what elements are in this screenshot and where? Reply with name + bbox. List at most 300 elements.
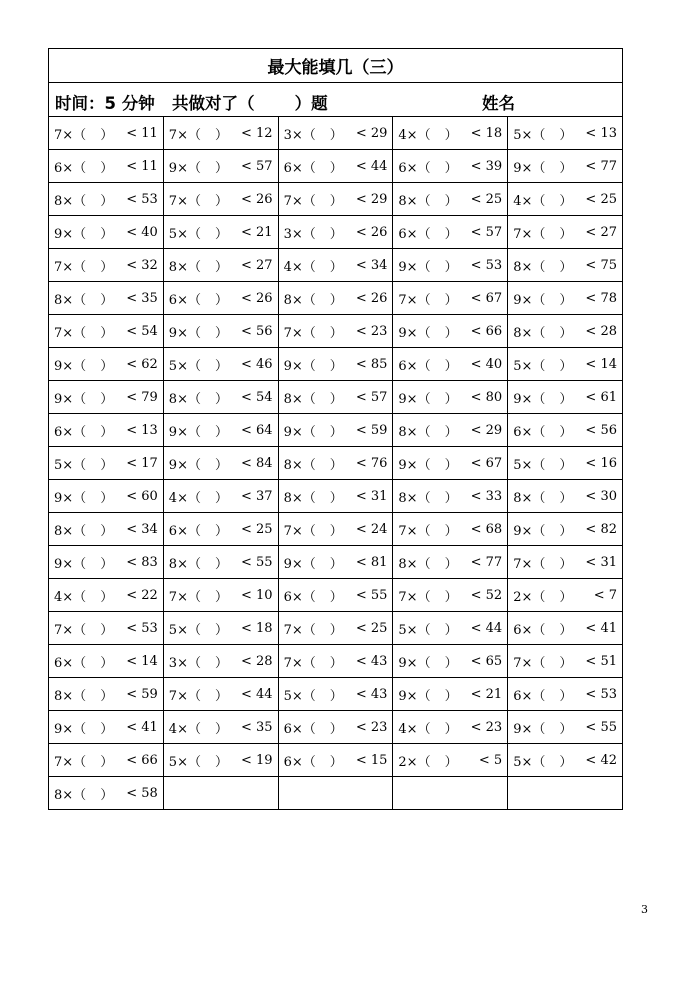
upper-bound: < 79: [126, 389, 158, 405]
question-cell: [163, 579, 278, 612]
upper-bound: < 57: [241, 158, 273, 174]
upper-bound: < 39: [470, 158, 503, 174]
question-lhs: [513, 520, 572, 539]
question-cell: [508, 546, 623, 579]
upper-bound: < 84: [241, 455, 273, 471]
question-cell: [278, 216, 393, 249]
question-cell: [49, 282, 164, 315]
upper-bound: < 28: [585, 323, 617, 339]
upper-bound: < 35: [241, 719, 273, 735]
multiplicand: 3: [283, 226, 292, 242]
question-cell: [49, 216, 164, 249]
close-paren: ）: [214, 523, 228, 539]
question-lhs: [284, 256, 343, 275]
upper-bound: < 27: [241, 257, 273, 273]
question: [508, 381, 622, 413]
multiplicand: 5: [168, 226, 178, 242]
multiplicand: 6: [168, 292, 178, 308]
question-cell: [163, 315, 278, 348]
question-cell: [49, 249, 164, 282]
close-paren: ）: [444, 754, 458, 770]
multiplicand: 6: [283, 754, 292, 770]
question-lhs: [513, 718, 572, 737]
upper-bound: < 5: [478, 752, 503, 768]
multiplicand: 7: [283, 655, 292, 671]
question-cell: [393, 117, 508, 150]
question-lhs: [284, 388, 343, 407]
multiplicand: 7: [168, 688, 178, 704]
close-paren: ）: [444, 160, 458, 176]
question: [49, 744, 163, 776]
times-open-paren: ×（: [62, 754, 87, 770]
question-lhs: [284, 487, 343, 506]
question: [393, 678, 507, 710]
question-lhs: [169, 751, 228, 770]
multiplicand: 9: [398, 688, 407, 704]
multiplicand: 8: [54, 523, 63, 539]
question-cell: [508, 414, 623, 447]
question: [279, 249, 393, 281]
question-lhs: [513, 190, 572, 209]
question: [49, 513, 163, 545]
upper-bound: < 56: [585, 422, 617, 438]
question: [49, 216, 163, 248]
close-paren: ）: [100, 193, 114, 209]
question-row: [49, 117, 623, 150]
close-paren: ）: [444, 655, 458, 671]
times-open-paren: ×（: [406, 259, 431, 275]
question-lhs: [54, 718, 113, 737]
times-open-paren: ×（: [62, 622, 87, 638]
times-open-paren: ×（: [406, 622, 431, 638]
question-cell: [49, 117, 164, 150]
question-row: [49, 381, 623, 414]
question-lhs: [284, 751, 343, 770]
question-lhs: [398, 685, 457, 704]
question: [508, 183, 622, 215]
question-cell: [278, 546, 393, 579]
close-paren: ）: [329, 556, 343, 572]
question-row: [49, 414, 623, 447]
times-open-paren: ×（: [177, 424, 201, 440]
close-paren: ）: [329, 754, 343, 770]
question-row: [49, 579, 623, 612]
times-open-paren: ×（: [521, 523, 546, 539]
question-lhs: [169, 289, 228, 308]
multiplicand: 9: [54, 391, 63, 407]
multiplicand: 7: [398, 523, 407, 539]
multiplicand: 9: [398, 325, 407, 341]
question-row: [49, 678, 623, 711]
close-paren: ）: [214, 688, 228, 704]
question-lhs: [398, 553, 457, 572]
upper-bound: < 25: [355, 620, 388, 636]
question: [164, 249, 278, 281]
times-open-paren: ×（: [177, 457, 201, 473]
question-row: [49, 612, 623, 645]
multiplicand: 5: [398, 622, 407, 638]
question: [164, 117, 278, 149]
times-open-paren: ×（: [406, 655, 431, 671]
question-lhs: [54, 784, 113, 803]
worksheet-table: [48, 48, 623, 810]
times-open-paren: ×（: [291, 523, 316, 539]
question-cell: [508, 381, 623, 414]
upper-bound: < 66: [126, 752, 158, 768]
close-paren: ）: [444, 292, 458, 308]
multiplicand: 7: [283, 325, 292, 341]
question-row: [49, 711, 623, 744]
question-lhs: [284, 652, 343, 671]
question-lhs: [54, 388, 113, 407]
times-open-paren: ×（: [291, 556, 316, 572]
close-paren: ）: [329, 292, 343, 308]
upper-bound: < 33: [470, 488, 503, 504]
question-cell: [163, 678, 278, 711]
question-lhs: [284, 322, 343, 341]
times-open-paren: ×（: [521, 325, 546, 341]
times-open-paren: ×（: [521, 127, 546, 143]
question-lhs: [513, 454, 572, 473]
times-open-paren: ×（: [406, 688, 431, 704]
multiplicand: 8: [398, 556, 407, 572]
question-row: [49, 348, 623, 381]
question: [49, 282, 163, 314]
question: [49, 645, 163, 677]
close-paren: ）: [100, 523, 114, 539]
close-paren: ）: [100, 424, 114, 440]
question: [508, 546, 622, 578]
question: [164, 447, 278, 479]
multiplicand: 8: [283, 490, 292, 506]
question-row: [49, 645, 623, 678]
multiplicand: 5: [283, 688, 292, 704]
question: [393, 282, 507, 314]
question-row: [49, 315, 623, 348]
close-paren: ）: [100, 556, 114, 572]
question-cell: [49, 447, 164, 480]
question-cell: [393, 249, 508, 282]
multiplicand: 7: [513, 556, 522, 572]
multiplicand: 8: [168, 391, 178, 407]
question-cell: [393, 711, 508, 744]
upper-bound: < 23: [470, 719, 503, 735]
question-cell: [278, 282, 393, 315]
multiplicand: 7: [54, 325, 63, 341]
times-open-paren: ×（: [291, 688, 316, 704]
question-cell: [49, 480, 164, 513]
close-paren: ）: [559, 688, 573, 704]
question-cell: [278, 513, 393, 546]
question: [279, 546, 393, 578]
question-lhs: [284, 454, 343, 473]
upper-bound: < 53: [585, 686, 617, 702]
upper-bound: < 76: [355, 455, 388, 471]
question-cell: [508, 579, 623, 612]
multiplicand: 4: [398, 127, 407, 143]
close-paren: ）: [559, 721, 573, 737]
question-row: [49, 216, 623, 249]
close-paren: ）: [559, 259, 573, 275]
question: [49, 546, 163, 578]
question: [508, 678, 622, 710]
close-paren: ）: [214, 358, 228, 374]
times-open-paren: ×（: [406, 160, 431, 176]
question: [164, 150, 278, 182]
upper-bound: < 59: [355, 422, 388, 438]
times-open-paren: ×（: [291, 391, 316, 407]
question: [393, 117, 507, 149]
multiplicand: 8: [168, 259, 178, 275]
multiplicand: 6: [54, 160, 63, 176]
close-paren: ）: [214, 490, 228, 506]
times-open-paren: ×（: [177, 622, 201, 638]
multiplicand: 4: [283, 259, 292, 275]
question: [164, 612, 278, 644]
upper-bound: < 53: [470, 257, 503, 273]
multiplicand: 5: [513, 127, 522, 143]
multiplicand: 4: [54, 589, 63, 605]
times-open-paren: ×（: [62, 787, 87, 803]
multiplicand: 6: [283, 721, 292, 737]
times-open-paren: ×（: [62, 160, 87, 176]
question-cell: [163, 711, 278, 744]
upper-bound: < 22: [126, 587, 158, 603]
question: [279, 579, 393, 611]
times-open-paren: ×（: [177, 127, 201, 143]
upper-bound: < 25: [585, 191, 617, 207]
question-lhs: [284, 289, 343, 308]
times-open-paren: ×（: [406, 358, 431, 374]
question-lhs: [513, 223, 572, 242]
times-open-paren: ×（: [62, 457, 87, 473]
close-paren: ）: [329, 325, 343, 341]
question: [279, 183, 393, 215]
question-lhs: [513, 487, 572, 506]
question-cell: [49, 678, 164, 711]
question: [393, 513, 507, 545]
upper-bound: < 41: [126, 719, 158, 735]
upper-bound: < 30: [585, 488, 617, 504]
upper-bound: < 54: [126, 323, 158, 339]
question-cell: [278, 645, 393, 678]
upper-bound: < 62: [126, 356, 158, 372]
question-cell: [393, 183, 508, 216]
close-paren: ）: [559, 160, 573, 176]
question-lhs: [169, 355, 228, 374]
close-paren: ）: [444, 589, 458, 605]
upper-bound: < 81: [355, 554, 388, 570]
question-lhs: [284, 355, 343, 374]
upper-bound: < 26: [355, 290, 388, 306]
question-cell: [163, 117, 278, 150]
upper-bound: < 34: [355, 257, 388, 273]
question-lhs: [169, 487, 228, 506]
question-lhs: [169, 157, 228, 176]
question: [279, 381, 393, 413]
times-open-paren: ×（: [177, 292, 201, 308]
times-open-paren: ×（: [406, 391, 431, 407]
times-open-paren: ×（: [406, 127, 431, 143]
question: [279, 117, 393, 149]
close-paren: ）: [100, 259, 114, 275]
question: [508, 315, 622, 347]
question: [49, 612, 163, 644]
question-lhs: [513, 751, 572, 770]
empty-cell: [163, 777, 278, 810]
question-lhs: [513, 619, 572, 638]
question-lhs: [169, 322, 228, 341]
multiplicand: 8: [513, 259, 522, 275]
close-paren: ）: [444, 490, 458, 506]
question-cell: [163, 447, 278, 480]
multiplicand: 6: [398, 160, 407, 176]
close-paren: ）: [214, 721, 228, 737]
question: [393, 711, 507, 743]
question-lhs: [169, 685, 228, 704]
empty-cell: [508, 777, 623, 810]
question-lhs: [398, 124, 457, 143]
question-lhs: [54, 157, 113, 176]
times-open-paren: ×（: [291, 457, 316, 473]
upper-bound: < 54: [241, 389, 273, 405]
times-open-paren: ×（: [406, 457, 431, 473]
times-open-paren: ×（: [291, 622, 316, 638]
question-cell: [508, 612, 623, 645]
times-open-paren: ×（: [521, 391, 546, 407]
close-paren: ）: [559, 523, 573, 539]
question: [393, 447, 507, 479]
question-cell: [393, 579, 508, 612]
multiplicand: 9: [513, 391, 522, 407]
close-paren: ）: [559, 325, 573, 341]
multiplicand: 9: [54, 721, 63, 737]
multiplicand: 9: [398, 457, 407, 473]
question: [393, 744, 507, 776]
question-cell: [393, 381, 508, 414]
question-lhs: [54, 487, 113, 506]
question-cell: [278, 579, 393, 612]
question-lhs: [398, 718, 457, 737]
question-row: [49, 249, 623, 282]
question-lhs: [54, 454, 113, 473]
question-cell: [278, 315, 393, 348]
upper-bound: < 25: [470, 191, 503, 207]
multiplicand: 8: [54, 787, 63, 803]
multiplicand: 5: [168, 622, 178, 638]
multiplicand: 5: [168, 754, 178, 770]
empty-cell: [278, 777, 393, 810]
question-row: [49, 183, 623, 216]
close-paren: ）: [329, 226, 343, 242]
question-cell: [163, 513, 278, 546]
close-paren: ）: [329, 160, 343, 176]
times-open-paren: ×（: [177, 358, 201, 374]
upper-bound: < 60: [126, 488, 158, 504]
question-lhs: [54, 223, 113, 242]
multiplicand: 3: [283, 127, 292, 143]
multiplicand: 6: [283, 160, 292, 176]
multiplicand: 7: [283, 193, 292, 209]
times-open-paren: ×（: [521, 193, 546, 209]
question-cell: [508, 150, 623, 183]
times-open-paren: ×（: [177, 589, 201, 605]
question-lhs: [169, 190, 228, 209]
times-open-paren: ×（: [62, 424, 87, 440]
question-cell: [393, 513, 508, 546]
times-open-paren: ×（: [62, 688, 87, 704]
question-cell: [508, 744, 623, 777]
multiplicand: 6: [513, 424, 522, 440]
times-open-paren: ×（: [406, 292, 431, 308]
upper-bound: < 85: [355, 356, 388, 372]
multiplicand: 9: [398, 655, 407, 671]
question-cell: [163, 348, 278, 381]
upper-bound: < 28: [241, 653, 273, 669]
multiplicand: 9: [513, 292, 522, 308]
close-paren: ）: [214, 160, 228, 176]
times-open-paren: ×（: [291, 655, 316, 671]
question-cell: [393, 414, 508, 447]
close-paren: ）: [214, 226, 228, 242]
upper-bound: < 57: [470, 224, 503, 240]
times-open-paren: ×（: [291, 589, 316, 605]
times-open-paren: ×（: [291, 490, 316, 506]
close-paren: ）: [100, 325, 114, 341]
question: [279, 414, 393, 446]
question-row: [49, 744, 623, 777]
question-cell: [508, 447, 623, 480]
question-lhs: [398, 487, 457, 506]
times-open-paren: ×（: [177, 556, 201, 572]
close-paren: ）: [100, 688, 114, 704]
question-lhs: [284, 520, 343, 539]
close-paren: ）: [559, 589, 573, 605]
times-open-paren: ×（: [177, 688, 201, 704]
upper-bound: < 52: [470, 587, 503, 603]
question: [508, 249, 622, 281]
upper-bound: < 19: [241, 752, 273, 768]
question: [508, 348, 622, 380]
times-open-paren: ×（: [521, 556, 546, 572]
upper-bound: < 34: [126, 521, 158, 537]
close-paren: ）: [329, 391, 343, 407]
question-cell: [163, 612, 278, 645]
upper-bound: < 15: [355, 752, 388, 768]
upper-bound: < 26: [355, 224, 388, 240]
question-cell: [278, 414, 393, 447]
question-cell: [278, 447, 393, 480]
question: [164, 282, 278, 314]
multiplicand: 9: [168, 424, 178, 440]
question-lhs: [284, 124, 343, 143]
upper-bound: < 29: [355, 125, 388, 141]
question-cell: [508, 216, 623, 249]
question: [279, 216, 393, 248]
times-open-paren: ×（: [62, 490, 87, 506]
question: [49, 447, 163, 479]
question: [164, 216, 278, 248]
close-paren: ）: [100, 226, 114, 242]
question-cell: [163, 744, 278, 777]
question-row: [49, 480, 623, 513]
question-cell: [163, 183, 278, 216]
multiplicand: 3: [168, 655, 178, 671]
multiplicand: 4: [168, 721, 178, 737]
upper-bound: < 32: [126, 257, 158, 273]
question-lhs: [513, 322, 572, 341]
upper-bound: < 46: [241, 356, 273, 372]
